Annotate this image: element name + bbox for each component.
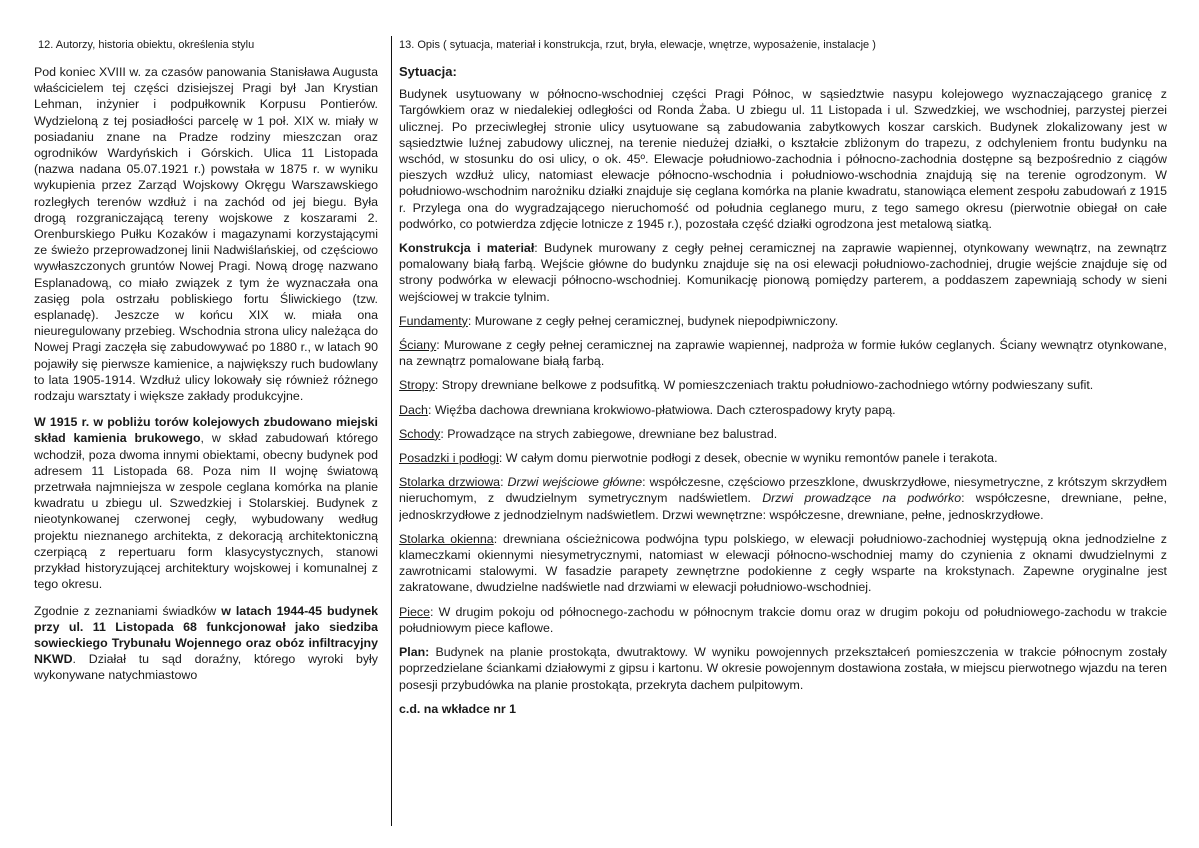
- plan-label: Plan:: [399, 645, 430, 660]
- drzwi-paragraph: [399, 474, 1167, 523]
- piece-text: : W drugim pokoju od północnego-zachodu w północnym trakcie domu oraz w drugim pokoju od południowego-zachodu w trakcie południowym piece kaflowe.: [399, 604, 1167, 635]
- posadzki-label: Posadzki i podłogi: [399, 451, 499, 466]
- sytuacja-paragraph: Budynek usytuowany w północno-wschodniej części Pragi Północ, w sąsiedztwie nasypu kolejowego wyznaczającego granicę z Targówkiem oraz w niedalekiej odległości od Ronda Żaba. U zbiegu ul. 11 Listopada i ul. Szwedzkiej, we wschodniej, parzystej pierzei ulicznej. Po przeciwległej stronie ulicy usytuowane są zabudowania zabytkowych koszar carskich. Budynek zlokalizowany jest w sąsiedztwie luźnej zabudowy ulicznej, na terenie niedużej działki, o kształcie zbliżonym do trapezu, z odchyleniem frontu budynku na wschód, w stosunku do osi ulicy, o ok. 45º. Elewacje południowo-zachodnia i północno-zachodnia dostępne są bezpośrednio z ciągów pieszych wzdłuż ulicy, natomiast elewacje północno-wschodnia i południowo-wschodnia znajdują się na terenie ogrodzonym. W południowo-wschodnim narożniku działki znajduje się ceglana komórka na planie kwadratu, stanowiąca element zespołu zabudowań z 1915 r. Przylega ona do wygradzającego nieruchomość od południa ceglanego muru, z tego samego okresu (pierwotnie obiegał on całe podwórko, co potwierdza zdjęcie lotnicze z 1945 r.), pozostała część działki ogrodzona jest metalową siatką.: [399, 87, 1167, 231]
- schody-paragraph: [399, 426, 1167, 442]
- plan-paragraph: [399, 644, 1167, 693]
- history-p2-text: , w skład zabudowań którego wchodził, poza dwoma innymi obiektami, obecny budynek pod adresem 11 Listopada 68. Poza nim II wojnę światową przetrwała najmniejsza w zespole ceglana komórka na planie kwadratu u zbiegu ul. Szwedzkiej i Stolarskiej. Budynek z nieotynkowanej czerwonej cegły, wybudowany według projektu nieznanego architekta, z dekoracją architektoniczną czerpiącą z repertuaru form klasycystycznych, stanowi przykład historyzującej architektury wojskowej i komunalnej z tego okresu.: [34, 431, 378, 592]
- drzwi-label: Stolarka drzwiowa: [399, 475, 501, 490]
- history-paragraph-1: Pod koniec XVIII w. za czasów panowania Stanisława Augusta właścicielem tej części dzisiejszej Pragi był Jan Krystian Lehman, inżynier i podpułkownik Korpusu Pontierów. Wydzieloną z tej posiadłości parcelę w 1 poł. XIX w. miały w posiadaniu znane na Pradze rodziny mieszczan oraz ogrodników Wardyńskich i Górskich. Ulica 11 Listopada (nazwa nadana 05.07.1921 r.) powstała w 1875 r. w wyniku wykupienia przez Zarząd Wojskowy Okręgu Warszawskiego rozległych terenów wzdłuż i na zachód od jej biegu. Była drogą rozgraniczającą tereny wojskowe z koszarami 2. Orenburskiego Pułku Kozaków i magazynami korzystającymi ze świeżo przeprowadzonej linii Nadwiślańskiej, od częściowo wywłaszczonych gruntów Nowej Pragi. Nową drogę nazwano Esplanadową, co miało związek z tym że wyznaczała ona zasięg pola ostrzału pobliskiego fortu Śliwickiego (tzw. esplanadę). Jeszcze w końcu XIX w. miała ona nieuregulowany przebieg. Wschodnia strona ulicy należąca do Nowej Pragi zaczęła się zabudowywać po 1880 r., w latach 90 pojawiły się pierwsze kamienice, a największy ruch budowlany to lata 1905-1914. Wzdłuż ulicy lokowały się również różnego rodzaju warsztaty i większe zakłady produkcyjne.: [34, 65, 378, 404]
- history-p3-start: Zgodnie z zeznaniami świadków: [34, 603, 222, 618]
- right-heading: 13. Opis ( sytuacja, materiał i konstrukcja, rzut, bryła, elewacje, wnętrze, wyposażenie, instalacje ): [399, 39, 876, 51]
- sciany-paragraph: [399, 337, 1167, 369]
- fundamenty-paragraph: [399, 313, 1167, 329]
- posadzki-text: : W całym domu pierwotnie podłogi z desek, obecnie w wyniku remontów panele i terakota.: [498, 451, 998, 466]
- schody-label: Schody: [399, 426, 441, 441]
- dach-paragraph: [399, 402, 1167, 418]
- stropy-paragraph: [399, 377, 1167, 393]
- drzwi-colon: :: [500, 475, 508, 490]
- konstrukcja-text: : Budynek murowany z cegły pełnej ceramicznej na zaprawie wapiennej, otynkowany wewnątrz, na zewnątrz pomalowany białą farbą. Wejście główne do budynku znajduje się na osi elewacji południowo-zachodniej, drugie wejście znajduje się od strony podwórka w elewacji północno-wschodniej. Komunikację pionową pomiędzy parterem, a poddaszem zapewniają schody w sieni wejściowej w trakcie tylnim.: [399, 241, 1167, 304]
- drzwi-main-label: Drzwi wejściowe główne: [507, 475, 643, 490]
- sciany-text: : Murowane z cegły pełnej ceramicznej na zaprawie wapiennej, nadproża w formie łuków ceglanych. Ściany wewnątrz otynkowane, na zewnątrz pomalowane białą farbą.: [399, 338, 1167, 369]
- column-divider: [391, 36, 392, 826]
- okna-text: : drewniana ościeżnicowa podwójna typu polskiego, w elewacji południowo-zachodniej występują okna jednodzielne z klameczkami okiennymi niesymetrycznymi, natomiast w elewacji północno-wschodniej mamy do czynienia z oknami dwudzielnymi z zawrotnicami stalowymi. W fasadzie parapety zewnętrzne podokienne z cegły wsparte na krokstynach. Zapewne oryginalne jest zakratowane, dwudzielne nadświetle nad drzwiami w elewacji południowo-wschodniej.: [399, 531, 1167, 595]
- okna-paragraph: [399, 531, 1167, 596]
- history-p3-text: . Działał tu sąd doraźny, którego wyroki były wykonywane natychmiastowo: [34, 652, 378, 683]
- left-column: [34, 38, 378, 818]
- sciany-label: Ściany: [399, 338, 437, 353]
- plan-text: Budynek na planie prostokąta, dwutraktowy. W wyniku powojennych przekształceń pomieszczenia w trakcie północnym zostały poprzedzielane ściankami działowymi z gipsu i kartonu. W okresie powojennym dostawiona została, w miejscu pierwotnego wjazdu na teren posesji przybudówka na planie prostokąta, przekryta dachem pulpitowym.: [399, 645, 1167, 692]
- konstrukcja-paragraph: [399, 240, 1167, 305]
- piece-label: Piece: [399, 604, 430, 619]
- dach-text: : Więźba dachowa drewniana krokwiowo-płatwiowa. Dach czterospadowy kryty papą.: [427, 402, 896, 417]
- history-paragraph-2: [34, 414, 378, 592]
- fundamenty-text: : Murowane z cegły pełnej ceramicznej, budynek niepodpiwniczony.: [467, 313, 839, 328]
- history-p3-bold: w latach 1944-45 budynek przy ul. 11 Listopada 68 funkcjonował jako siedziba sowieckiego Trybunału Wojennego oraz obóz infiltracyjny NKWD: [34, 603, 378, 667]
- piece-paragraph: [399, 604, 1167, 636]
- stropy-text: : Stropy drewniane belkowe z podsufitką. W pomieszczeniach traktu południowo-zachodniego wtórny podwieszany sufit.: [434, 378, 1094, 393]
- dach-label: Dach: [399, 402, 428, 417]
- okna-label: Stolarka okienna: [399, 531, 494, 546]
- drzwi-yard-text: : współczesne, drewniane, pełne, jednoskrzydłowe z jednodzielnym nadświetlem. Drzwi wewnętrzne: współczesne, drewniane, pełne, jednoskrzydłowe.: [399, 491, 1167, 522]
- sytuacja-title: Sytuacja:: [399, 64, 457, 79]
- drzwi-main-text: : współczesne, częściowo przeszklone, dwuskrzydłowe, niesymetryczne, z krótszym skrzydłem nieruchomym, z dwudzielnym symetrycznym nadświetlem.: [399, 475, 1167, 506]
- fundamenty-label: Fundamenty: [399, 313, 468, 328]
- drzwi-yard-label: Drzwi prowadzące na podwórko: [762, 491, 962, 506]
- continuation-note: c.d. na wkładce nr 1: [399, 701, 517, 716]
- history-paragraph-3: [34, 603, 378, 684]
- konstrukcja-label: Konstrukcja i materiał: [399, 241, 535, 256]
- history-p2-bold: W 1915 r. w pobliżu torów kolejowych zbudowano miejski skład kamienia brukowego: [34, 415, 378, 446]
- stropy-label: Stropy: [399, 378, 435, 393]
- right-column: [399, 38, 1167, 828]
- left-heading: 12. Autorzy, historia obiektu, określenia stylu: [38, 39, 255, 51]
- posadzki-paragraph: [399, 450, 1167, 466]
- schody-text: : Prowadzące na strych zabiegowe, drewniane bez balustrad.: [440, 426, 778, 441]
